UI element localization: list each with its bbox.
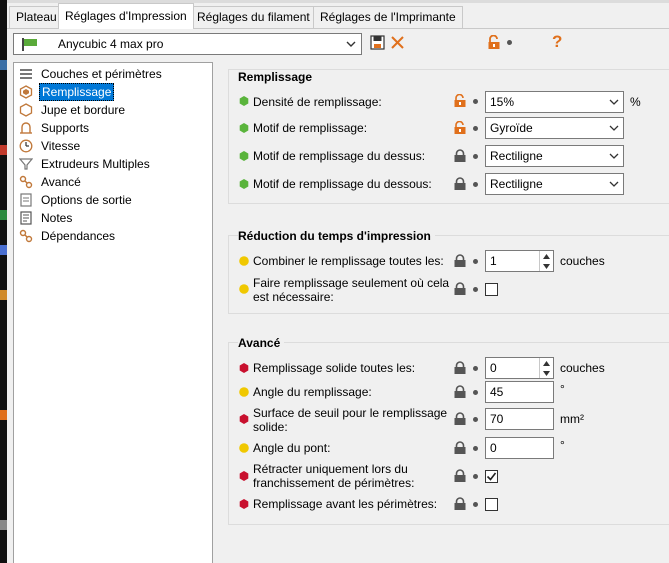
status-dot xyxy=(507,40,512,45)
mode-bullet-icon xyxy=(239,387,249,397)
lock-icon[interactable] xyxy=(453,385,467,399)
tree-item-output[interactable] xyxy=(19,191,134,209)
lock-icon[interactable] xyxy=(453,149,467,163)
infill-density-select[interactable] xyxy=(485,91,624,113)
desktop-icon-fragment xyxy=(0,410,7,420)
tab-print-settings[interactable] xyxy=(58,3,194,29)
tree-item-label: Notes xyxy=(41,211,73,225)
mode-bullet-icon xyxy=(239,123,249,133)
preset-select[interactable] xyxy=(13,33,362,55)
tree-item-extruders[interactable] xyxy=(19,155,152,173)
lock-icon[interactable] xyxy=(453,412,467,426)
status-dot xyxy=(473,474,478,479)
mode-bullet-icon xyxy=(239,443,249,453)
infill-only-where-needed-label-cont: est nécessaire: xyxy=(253,290,334,304)
spinner-value: 1 xyxy=(490,254,497,268)
mode-bullet-icon xyxy=(239,179,249,189)
bridge-angle-input[interactable] xyxy=(485,437,554,459)
input-value: 45 xyxy=(490,385,504,399)
spinner-arrows[interactable] xyxy=(539,251,553,271)
increment-icon[interactable] xyxy=(540,358,553,368)
select-value: Rectiligne xyxy=(490,149,543,163)
chevron-down-icon xyxy=(609,97,619,107)
status-dot xyxy=(473,126,478,131)
lock-icon[interactable] xyxy=(453,469,467,483)
tree-item-supports[interactable] xyxy=(19,119,91,137)
status-dot xyxy=(473,99,478,104)
solid-infill-every-spinner[interactable] xyxy=(485,357,554,379)
infill-icon xyxy=(19,85,33,99)
tab-label: Réglages de l'Imprimante xyxy=(320,10,456,24)
tree-item-layers[interactable] xyxy=(19,65,164,83)
mode-bullet-icon xyxy=(239,363,249,373)
desktop-icon-fragment xyxy=(0,145,7,155)
save-icon[interactable] xyxy=(370,35,385,50)
unlocked-icon[interactable] xyxy=(453,94,467,108)
solid-infill-threshold-label-cont: solide: xyxy=(253,420,288,434)
decrement-icon[interactable] xyxy=(540,261,553,271)
tree-item-label: Remplissage xyxy=(39,83,114,101)
funnel-icon xyxy=(19,157,33,171)
tab-plateau[interactable] xyxy=(9,6,64,28)
tab-printer-settings[interactable] xyxy=(313,6,463,28)
select-value: Rectiligne xyxy=(490,177,543,191)
output-icon xyxy=(19,193,33,207)
tab-label: Réglages d'Impression xyxy=(65,9,187,23)
tab-label: Plateau xyxy=(16,10,57,24)
lock-icon[interactable] xyxy=(453,177,467,191)
retract-crossing-perimeters-label-cont: franchissement de périmètres: xyxy=(253,476,415,490)
speed-icon xyxy=(19,139,33,153)
chevron-down-icon xyxy=(345,38,357,50)
tree-item-advanced[interactable] xyxy=(19,173,83,191)
chevron-down-icon xyxy=(609,179,619,189)
mode-bullet-icon xyxy=(239,256,249,266)
unit-label: couches xyxy=(560,254,605,268)
status-dot xyxy=(473,259,478,264)
status-dot xyxy=(473,446,478,451)
desktop-edge xyxy=(0,0,7,563)
preset-name: Anycubic 4 max pro xyxy=(58,37,164,51)
tree-item-label: Jupe et bordure xyxy=(41,103,126,117)
status-dot xyxy=(473,154,478,159)
unlocked-icon[interactable] xyxy=(453,121,467,135)
desktop-icon-fragment xyxy=(0,245,7,255)
delete-icon[interactable] xyxy=(390,35,405,50)
help-button[interactable]: ? xyxy=(552,32,563,51)
mode-bullet-icon xyxy=(239,499,249,509)
input-value: 70 xyxy=(490,412,504,426)
increment-icon[interactable] xyxy=(540,251,553,261)
input-value: 0 xyxy=(490,441,497,455)
top-infill-pattern-select[interactable] xyxy=(485,145,624,167)
top-infill-pattern-label: Motif de remplissage du dessus: xyxy=(253,149,426,163)
tree-item-skirt[interactable] xyxy=(19,101,127,119)
checkmark-icon xyxy=(486,471,497,482)
status-dot xyxy=(473,390,478,395)
unit-label: mm² xyxy=(560,412,584,426)
lock-icon[interactable] xyxy=(453,441,467,455)
chevron-down-icon xyxy=(609,151,619,161)
infill-before-perimeters-checkbox[interactable] xyxy=(485,498,498,511)
dependencies-icon xyxy=(19,229,33,243)
tree-item-speed[interactable] xyxy=(19,137,82,155)
mode-bullet-icon xyxy=(239,414,249,424)
desktop-icon-fragment xyxy=(0,60,7,70)
infill-only-where-needed-label: Faire remplissage seulement où cela xyxy=(253,276,450,290)
wrench-icon xyxy=(19,175,33,189)
flag-icon xyxy=(22,38,38,51)
notes-icon xyxy=(19,211,33,225)
bridge-angle-label: Angle du pont: xyxy=(253,441,331,455)
tree-item-label: Vitesse xyxy=(41,139,81,153)
solid-infill-threshold-label: Surface de seuil pour le remplissage xyxy=(253,406,448,420)
desktop-icon-fragment xyxy=(0,290,7,300)
tree-item-label: Avancé xyxy=(41,175,81,189)
retract-crossing-perimeters-checkbox[interactable] xyxy=(485,470,498,483)
mode-bullet-icon xyxy=(239,96,249,106)
unit-label: couches xyxy=(560,361,605,375)
spinner-arrows[interactable] xyxy=(539,358,553,378)
section-title-advanced: Avancé xyxy=(238,336,284,350)
lock-icon[interactable] xyxy=(453,497,467,511)
bottom-infill-pattern-label: Motif de remplissage du dessous: xyxy=(253,177,432,191)
solid-infill-every-label: Remplissage solide toutes les: xyxy=(253,361,416,375)
retract-crossing-perimeters-label: Rétracter uniquement lors du xyxy=(253,462,408,476)
infill-before-perimeters-label: Remplissage avant les périmètres: xyxy=(253,497,438,511)
lock-icon[interactable] xyxy=(453,254,467,268)
fill-angle-input[interactable] xyxy=(485,381,554,403)
unit-label: % xyxy=(630,95,641,109)
desktop-icon-fragment xyxy=(0,210,7,220)
infill-only-where-needed-checkbox[interactable] xyxy=(485,283,498,296)
settings-tree xyxy=(13,62,213,563)
status-dot xyxy=(473,366,478,371)
tree-item-infill[interactable] xyxy=(19,83,114,101)
status-dot xyxy=(473,287,478,292)
status-dot xyxy=(473,417,478,422)
tab-filament-settings[interactable] xyxy=(190,6,317,28)
unlocked-icon[interactable] xyxy=(487,35,501,50)
solid-infill-threshold-input[interactable] xyxy=(485,408,554,430)
section-title-reduction: Réduction du temps d'impression xyxy=(238,229,435,243)
infill-density-label: Densité de remplissage: xyxy=(253,95,382,109)
decrement-icon[interactable] xyxy=(540,368,553,378)
select-value: Gyroïde xyxy=(490,121,533,135)
lock-icon[interactable] xyxy=(453,282,467,296)
combine-infill-label: Combiner le remplissage toutes les: xyxy=(253,254,444,268)
tree-item-notes[interactable] xyxy=(19,209,74,227)
tree-item-dependencies[interactable] xyxy=(19,227,117,245)
lock-icon[interactable] xyxy=(453,361,467,375)
status-dot xyxy=(473,502,478,507)
infill-pattern-label: Motif de remplissage: xyxy=(253,121,368,135)
tree-item-label: Options de sortie xyxy=(41,193,132,207)
infill-pattern-select[interactable] xyxy=(485,117,624,139)
tree-item-label: Supports xyxy=(41,121,90,135)
combine-infill-spinner[interactable] xyxy=(485,250,554,272)
fill-angle-label: Angle du remplissage: xyxy=(253,385,372,399)
mode-bullet-icon xyxy=(239,151,249,161)
mode-bullet-icon xyxy=(239,284,249,294)
status-dot xyxy=(473,182,478,187)
tree-item-label: Dépendances xyxy=(41,229,116,243)
tab-label: Réglages du filament xyxy=(197,10,310,24)
select-value: 15% xyxy=(490,95,515,109)
skirt-icon xyxy=(19,103,33,117)
support-icon xyxy=(19,121,33,135)
chevron-down-icon xyxy=(609,123,619,133)
tree-item-label: Extrudeurs Multiples xyxy=(41,157,150,171)
tree-item-label: Couches et périmètres xyxy=(41,67,162,81)
spinner-value: 0 xyxy=(490,361,497,375)
unit-label: ° xyxy=(560,382,565,396)
unit-label: ° xyxy=(560,438,565,452)
desktop-icon-fragment xyxy=(0,520,7,530)
section-title-infill: Remplissage xyxy=(238,70,316,84)
layers-icon xyxy=(19,67,33,81)
mode-bullet-icon xyxy=(239,471,249,481)
bottom-infill-pattern-select[interactable] xyxy=(485,173,624,195)
